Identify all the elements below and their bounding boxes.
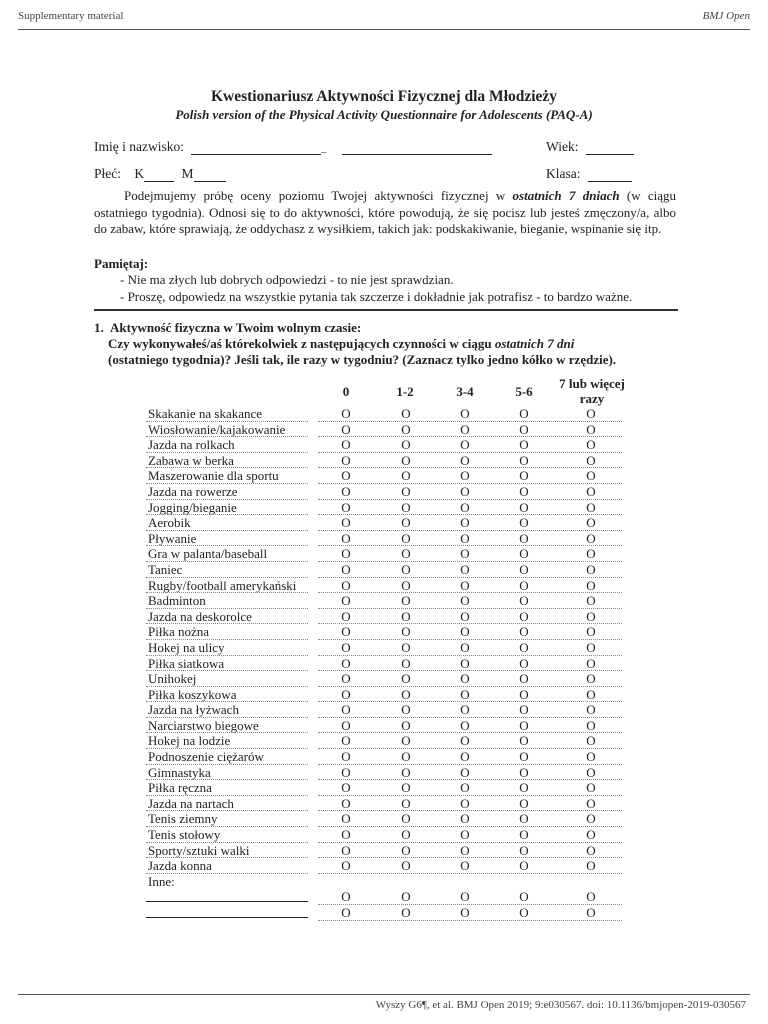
activity-row [146, 733, 626, 749]
footer-divider [18, 994, 750, 995]
activity-label: Zabawa w berka [148, 452, 234, 468]
answer-circle[interactable]: O [586, 764, 596, 780]
answer-circle[interactable]: O [341, 889, 351, 905]
answer-circle[interactable]: O [519, 624, 529, 640]
answer-circle[interactable]: O [341, 530, 351, 546]
answer-circle[interactable]: O [341, 717, 351, 733]
answer-circle[interactable]: O [519, 733, 529, 749]
activity-label: Narciarstwo biegowe [148, 717, 259, 733]
answer-circle[interactable]: O [519, 811, 529, 827]
activity-table [146, 406, 626, 921]
answer-circle[interactable]: O [341, 608, 351, 624]
answer-circle[interactable]: O [519, 577, 529, 593]
answer-circle[interactable]: O [401, 795, 411, 811]
answer-circle[interactable]: O [460, 593, 470, 609]
activity-row [146, 468, 626, 484]
answer-circle[interactable]: O [460, 499, 470, 515]
other-write-in-line[interactable] [146, 901, 308, 902]
section-divider [94, 309, 678, 311]
answer-circle[interactable]: O [401, 499, 411, 515]
answer-circle[interactable]: O [586, 889, 596, 905]
answer-circle[interactable]: O [341, 749, 351, 765]
answer-circle[interactable]: O [586, 780, 596, 796]
answer-circle[interactable]: O [519, 499, 529, 515]
activity-label: Sporty/sztuki walki [148, 842, 250, 858]
col-header-3-4: 3-4 [456, 384, 474, 399]
activity-label: Piłka nożna [148, 624, 210, 640]
col-header-7-plus: 7 lub więcej razy [559, 376, 625, 406]
answer-circle[interactable]: O [401, 655, 411, 671]
answer-circle[interactable]: O [460, 733, 470, 749]
activity-row [146, 406, 626, 422]
name-line-2[interactable] [342, 142, 492, 155]
answer-circle[interactable]: O [519, 483, 529, 499]
answer-circle[interactable]: O [401, 671, 411, 687]
answer-circle[interactable]: O [586, 593, 596, 609]
activity-row [146, 624, 626, 640]
answer-circle[interactable]: O [341, 905, 351, 920]
answer-circle[interactable]: O [519, 655, 529, 671]
answer-circle[interactable]: O [401, 780, 411, 796]
activity-label: Tenis stołowy [148, 827, 221, 843]
answer-circle[interactable]: O [341, 515, 351, 531]
answer-circle[interactable]: O [519, 686, 529, 702]
answer-circle[interactable]: O [586, 795, 596, 811]
activity-row [146, 780, 626, 796]
answer-circle[interactable]: O [586, 655, 596, 671]
answer-circle[interactable]: O [460, 452, 470, 468]
answer-circle[interactable]: O [586, 452, 596, 468]
activity-row [146, 500, 626, 516]
activity-label: Jazda na deskorolce [148, 608, 252, 624]
answer-circle[interactable]: O [341, 811, 351, 827]
answer-circle[interactable]: O [519, 406, 529, 421]
answer-circle[interactable]: O [401, 608, 411, 624]
col-header-0: 0 [342, 384, 350, 399]
activity-label: Jogging/bieganie [148, 499, 237, 515]
activity-row [146, 671, 626, 687]
intro-emph: ostatnich 7 dniach [512, 188, 620, 203]
answer-circle[interactable]: O [460, 764, 470, 780]
answer-circle[interactable]: O [586, 827, 596, 843]
answer-circle[interactable]: O [519, 764, 529, 780]
answer-circle[interactable]: O [401, 468, 411, 484]
name-label: Imię i nazwisko: [94, 139, 184, 154]
other-label: Inne: [148, 873, 175, 889]
activity-row [146, 562, 626, 578]
answer-circle[interactable]: O [460, 858, 470, 874]
question-line-3: (ostatniego tygodnia)? Jeśli tak, ile razy w tygodniu? (Zaznacz tylko jedno kółko w rzędzie). [108, 352, 617, 367]
remember-list [120, 272, 632, 305]
answer-circle[interactable]: O [460, 686, 470, 702]
answer-circle[interactable]: O [341, 671, 351, 687]
answer-circle[interactable]: O [586, 515, 596, 531]
answer-circle[interactable]: O [460, 437, 470, 453]
answer-circle[interactable]: O [519, 905, 529, 920]
activity-row [146, 718, 626, 734]
activity-label: Badminton [148, 593, 206, 609]
answer-circle[interactable]: O [460, 624, 470, 640]
answer-circle[interactable]: O [519, 795, 529, 811]
answer-circle[interactable]: O [519, 452, 529, 468]
answer-circle[interactable]: O [401, 858, 411, 874]
other-write-in-row [146, 889, 626, 905]
activity-label: Maszerowanie dla sportu [148, 468, 279, 484]
answer-circle[interactable]: O [401, 483, 411, 499]
age-field[interactable] [546, 139, 634, 155]
answer-circle[interactable]: O [341, 780, 351, 796]
answer-circle[interactable]: O [586, 468, 596, 484]
answer-circle[interactable]: O [401, 515, 411, 531]
answer-circle[interactable]: O [401, 686, 411, 702]
answer-circle[interactable]: O [586, 421, 596, 437]
answer-circle[interactable]: O [460, 406, 470, 421]
question-line-2: Czy wykonywałeś/aś którekolwiek z następujących czynności w ciągu [108, 336, 495, 351]
answer-circle[interactable]: O [586, 530, 596, 546]
remember-item-1: - Nie ma złych lub dobrych odpowiedzi - to nie jest sprawdzian. [120, 272, 454, 287]
answer-circle[interactable]: O [586, 437, 596, 453]
answer-circle[interactable]: O [460, 811, 470, 827]
answer-circle[interactable]: O [519, 842, 529, 858]
answer-circle[interactable]: O [586, 671, 596, 687]
answer-circle[interactable]: O [519, 437, 529, 453]
intro-before: Podejmujemy próbę oceny poziomu Twojej aktywności fizycznej w [124, 188, 513, 203]
header-divider [18, 29, 750, 30]
intro-paragraph [94, 188, 676, 238]
answer-circle[interactable]: O [401, 749, 411, 765]
page-header [18, 10, 750, 22]
answer-circle[interactable]: O [586, 639, 596, 655]
activity-row [146, 437, 626, 453]
activity-row [146, 531, 626, 547]
activity-row [146, 593, 626, 609]
answer-circle[interactable]: O [341, 468, 351, 484]
answer-circle[interactable]: O [401, 406, 411, 421]
answer-circle[interactable]: O [586, 483, 596, 499]
answer-circle[interactable]: O [401, 530, 411, 546]
answer-circle[interactable]: O [401, 811, 411, 827]
activity-row [146, 858, 626, 874]
answer-circle[interactable]: O [401, 546, 411, 562]
other-label-row [146, 874, 626, 890]
name-line-1[interactable] [191, 142, 321, 155]
answer-circle[interactable]: O [460, 515, 470, 531]
answer-circle[interactable]: O [341, 733, 351, 749]
answer-circle[interactable]: O [460, 671, 470, 687]
header-right: BMJ Open [702, 10, 750, 22]
activity-row [146, 515, 626, 531]
page-title: Kwestionariusz Aktywności Fizycznej dla Młodzieży [210, 88, 558, 105]
answer-circle[interactable]: O [460, 546, 470, 562]
class-field[interactable] [546, 166, 632, 182]
other-write-in-row [146, 905, 626, 921]
answer-circle[interactable]: O [519, 717, 529, 733]
answer-circle[interactable]: O [341, 593, 351, 609]
answer-circle[interactable]: O [401, 577, 411, 593]
answer-circle[interactable]: O [519, 702, 529, 718]
question-1 [94, 320, 694, 368]
answer-circle[interactable]: O [401, 842, 411, 858]
activity-label: Unihokej [148, 671, 197, 687]
activity-row [146, 811, 626, 827]
activity-row [146, 546, 626, 562]
activity-label: Piłka koszykowa [148, 686, 237, 702]
activity-row [146, 484, 626, 500]
answer-circle[interactable]: O [586, 499, 596, 515]
activity-label: Wiosłowanie/kajakowanie [148, 421, 286, 437]
sex-k-label: K [134, 166, 145, 181]
answer-circle[interactable]: O [460, 780, 470, 796]
answer-circle[interactable]: O [460, 842, 470, 858]
activity-label: Jazda na rolkach [148, 437, 235, 453]
activity-label: Hokej na ulicy [148, 639, 225, 655]
answer-circle[interactable]: O [341, 499, 351, 515]
answer-circle[interactable]: O [460, 608, 470, 624]
answer-circle[interactable]: O [519, 639, 529, 655]
question-heading: Aktywność fizyczna w Twoim wolnym czasie: [110, 320, 362, 335]
answer-circle[interactable]: O [341, 437, 351, 453]
sex-m-line[interactable] [194, 169, 226, 182]
activity-label: Podnoszenie ciężarów [148, 749, 264, 765]
answer-circle[interactable]: O [341, 406, 351, 421]
class-label: Klasa: [546, 166, 581, 181]
answer-circle[interactable]: O [519, 530, 529, 546]
activity-row [146, 702, 626, 718]
sex-field[interactable] [94, 166, 226, 182]
answer-circle[interactable]: O [519, 889, 529, 905]
answer-circle[interactable]: O [519, 827, 529, 843]
activity-label: Jazda konna [148, 858, 212, 874]
answer-circle[interactable]: O [401, 889, 411, 905]
activity-label: Jazda na nartach [148, 795, 234, 811]
activity-label: Taniec [148, 561, 183, 577]
answer-circle[interactable]: O [519, 515, 529, 531]
answer-circle[interactable]: O [460, 749, 470, 765]
answer-circle[interactable]: O [586, 842, 596, 858]
answer-circle[interactable]: O [586, 608, 596, 624]
answer-circle[interactable]: O [586, 561, 596, 577]
activity-label: Jazda na łyżwach [148, 702, 239, 718]
answer-circle[interactable]: O [586, 905, 596, 920]
answer-circle[interactable]: O [519, 671, 529, 687]
answer-circle[interactable]: O [341, 858, 351, 874]
answer-circle[interactable]: O [460, 530, 470, 546]
col-header-5-6: 5-6 [515, 384, 533, 399]
answer-circle[interactable]: O [401, 624, 411, 640]
activity-row [146, 843, 626, 859]
answer-circle[interactable]: O [341, 421, 351, 437]
answer-circle[interactable]: O [341, 795, 351, 811]
other-write-in-line[interactable] [146, 917, 308, 918]
answer-circle[interactable]: O [341, 827, 351, 843]
answer-circle[interactable]: O [586, 717, 596, 733]
sex-m-label: M [181, 166, 194, 181]
activity-label: Hokej na lodzie [148, 733, 231, 749]
answer-circle[interactable]: O [460, 468, 470, 484]
activity-label: Aerobik [148, 515, 191, 531]
class-line[interactable] [588, 169, 632, 182]
activity-row [146, 796, 626, 812]
page-footer: Wyszy G6¶, et al. BMJ Open 2019; 9:e030567. doi: 10.1136/bmjopen-2019-030567 [375, 999, 746, 1011]
answer-circle[interactable]: O [460, 702, 470, 718]
answer-circle[interactable]: O [401, 827, 411, 843]
answer-circle[interactable]: O [341, 686, 351, 702]
answer-circle[interactable]: O [460, 827, 470, 843]
activity-row [146, 656, 626, 672]
answer-circle[interactable]: O [401, 639, 411, 655]
answer-circle[interactable]: O [586, 702, 596, 718]
answer-circle[interactable]: O [401, 437, 411, 453]
answer-circle[interactable]: O [341, 702, 351, 718]
activity-row [146, 640, 626, 656]
answer-circle[interactable]: O [460, 639, 470, 655]
answer-circle[interactable]: O [519, 546, 529, 562]
answer-circle[interactable]: O [460, 905, 470, 920]
answer-circle[interactable]: O [341, 577, 351, 593]
answer-circle[interactable]: O [586, 733, 596, 749]
activity-row [146, 578, 626, 594]
answer-circle[interactable]: O [460, 483, 470, 499]
answer-circle[interactable]: O [341, 624, 351, 640]
answer-circle[interactable]: O [460, 655, 470, 671]
answer-circle[interactable]: O [586, 858, 596, 874]
answer-circle[interactable]: O [341, 546, 351, 562]
answer-circle[interactable]: O [341, 561, 351, 577]
answer-circle[interactable]: O [460, 889, 470, 905]
answer-circle[interactable]: O [586, 811, 596, 827]
answer-circle[interactable]: O [519, 858, 529, 874]
answer-circle[interactable]: O [341, 452, 351, 468]
answer-circle[interactable]: O [519, 421, 529, 437]
answer-circle[interactable]: O [401, 764, 411, 780]
question-number: 1. [94, 320, 104, 335]
answer-circle[interactable]: O [460, 577, 470, 593]
activity-label: Skakanie na skakance [148, 406, 263, 421]
activity-label: Piłka ręczna [148, 780, 212, 796]
activity-row [146, 827, 626, 843]
answer-circle[interactable]: O [586, 749, 596, 765]
answer-circle[interactable]: O [460, 795, 470, 811]
activity-row [146, 765, 626, 781]
sex-k-line[interactable] [144, 169, 174, 182]
activity-row [146, 749, 626, 765]
answer-circle[interactable]: O [460, 561, 470, 577]
answer-circle[interactable]: O [519, 780, 529, 796]
page-subtitle: Polish version of the Physical Activity Questionnaire for Adolescents (PAQ-A) [175, 107, 593, 122]
activity-label: Rugby/football amerykański [148, 577, 297, 593]
col-header-1-2: 1-2 [396, 384, 414, 399]
answer-circle[interactable]: O [519, 561, 529, 577]
name-field[interactable]: Imię i nazwisko: _ [94, 139, 492, 155]
answer-circle[interactable]: O [401, 717, 411, 733]
answer-circle[interactable]: O [586, 577, 596, 593]
answer-circle[interactable]: O [586, 624, 596, 640]
answer-circle[interactable]: O [341, 842, 351, 858]
answer-circle[interactable]: O [341, 483, 351, 499]
question-line-2-emph: ostatnich 7 dni [494, 336, 575, 351]
activity-row [146, 422, 626, 438]
activity-row [146, 453, 626, 469]
age-line[interactable] [586, 142, 634, 155]
header-left: Supplementary material [18, 10, 124, 22]
answer-circle[interactable]: O [586, 686, 596, 702]
age-label: Wiek: [546, 139, 579, 154]
answer-circle[interactable]: O [341, 639, 351, 655]
answer-circle[interactable]: O [519, 468, 529, 484]
answer-circle[interactable]: O [460, 717, 470, 733]
activity-label: Piłka siatkowa [148, 655, 225, 671]
answer-circle[interactable]: O [401, 733, 411, 749]
sex-label: Płeć: [94, 166, 121, 181]
answer-circle[interactable]: O [586, 406, 596, 421]
answer-circle[interactable]: O [401, 593, 411, 609]
answer-circle[interactable]: O [519, 749, 529, 765]
answer-circle[interactable]: O [519, 608, 529, 624]
answer-circle[interactable]: O [341, 764, 351, 780]
answer-circle[interactable]: O [401, 702, 411, 718]
answer-circle[interactable]: O [401, 421, 411, 437]
intro-after: (w ciągu ostatniego tygodnia). Odnosi się to do aktywności, które powodują, że się pocisz lub jesteś zmęczony/a, albo do zabaw, które sprawiają, że oddychasz z wysiłkiem, takich jak: podskakiwanie, bieganie, wspinanie się itp. [94, 188, 677, 236]
answer-circle[interactable]: O [341, 655, 351, 671]
answer-circle[interactable]: O [460, 421, 470, 437]
remember-item-2: - Proszę, odpowiedz na wszystkie pytania tak szczerze i dokładnie jak potrafisz - to bardzo ważne. [120, 288, 633, 304]
answer-circle[interactable]: O [401, 905, 411, 920]
activity-row [146, 687, 626, 703]
activity-row [146, 609, 626, 625]
answer-circle[interactable]: O [401, 452, 411, 468]
activity-label: Pływanie [148, 530, 197, 546]
remember-label: Pamiętaj: [94, 256, 149, 271]
answer-circle[interactable]: O [586, 546, 596, 562]
activity-label: Tenis ziemny [148, 811, 218, 827]
answer-circle[interactable]: O [519, 593, 529, 609]
activity-label: Gimnastyka [148, 764, 211, 780]
activity-label: Gra w palanta/baseball [148, 546, 268, 562]
activity-label: Jazda na rowerze [148, 483, 238, 499]
answer-circle[interactable]: O [401, 561, 411, 577]
